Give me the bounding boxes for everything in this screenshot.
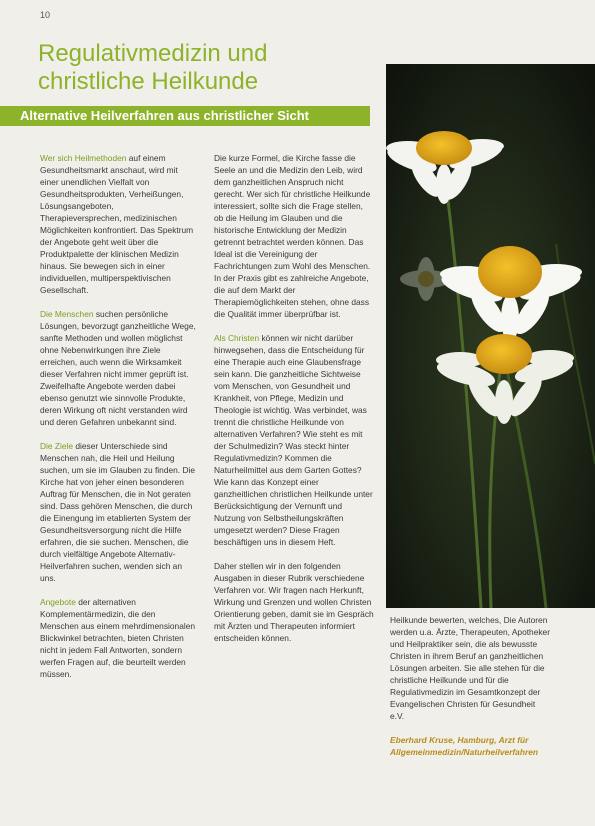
paragraph bbox=[214, 560, 374, 644]
page-number: 10 bbox=[40, 10, 51, 20]
paragraph-text: Daher stellen wir in den folgenden Ausgaben in dieser Rubrik verschiedene Verfahren vor. Wir fragen nach Herkunft, Wirkung und Grenzen und wollen Christen Orientierung geben, damit sie im Gespräch mit Ärzten und Therapeuten informiert entscheiden können. bbox=[214, 561, 374, 643]
paragraph bbox=[40, 596, 196, 680]
paragraph bbox=[40, 152, 196, 296]
paragraph bbox=[40, 308, 196, 428]
lead-in: Als Christen bbox=[214, 333, 260, 343]
paragraph bbox=[214, 332, 374, 548]
paragraph-text: Die kurze Formel, die Kirche fasse die Seele an und die Medizin den Leib, wird dem ganzheitlichen Anspruch nicht gerecht. Wer sich für christliche Heilkunde interessiert, sollte sich die Frage stellen, ob die Heilung im Glauben und die historische Entwicklung der Medizin getrennt betrachtet werden können. Das Ideal ist die Vereinigung der Fachrichtungen zum Wohl des Menschen. In der Praxis gibt es zahlreiche Angebote, die auf dem Markt der Therapiemöglichkeiten stehen, ohne dass die Qualität immer überprüfbar ist. bbox=[214, 153, 371, 319]
lead-in: Die Menschen bbox=[40, 309, 94, 319]
paragraph-text: Heilkunde bewerten, welches, Die Autoren werden u.a. Ärzte, Therapeuten, Apotheker und Heilpraktiker sein, die als bewusste Christen in ihrem Beruf an ganzheitlichen Lösungen arbeiten. Sie alle stehen für die christliche Heilkunde und für die Regulativmedizin im Gesamtkonzept der Evangelischen Christen für Gesundheit e.V. bbox=[390, 615, 551, 721]
text-column-1 bbox=[40, 152, 196, 692]
lead-in: Wer sich Heilmethoden bbox=[40, 153, 127, 163]
author-credit: Eberhard Kruse, Hamburg, Arzt für Allgemeinmedizin/Naturheilverfahren bbox=[390, 735, 538, 757]
text-column-2 bbox=[214, 152, 374, 656]
lead-in: Die Ziele bbox=[40, 441, 74, 451]
paragraph-text: der alternativen Komplementärmedizin, die den Menschen aus einem mehrdimensionalen Blickwinkel betrachten, bieten Christen nicht in jedem Fall Antworten, sondern werfen Fragen auf, die beurteilt werden müssen. bbox=[40, 597, 196, 679]
flower-image-icon bbox=[386, 64, 595, 608]
paragraph bbox=[40, 440, 196, 584]
paragraph-text: können wir nicht darüber hinwegsehen, dass die Entscheidung für eine Therapie auch eine Glaubensfrage sein kann. Die ganzheitliche Sichtweise vom Menschen, von Gesundheit und Krankheit, von Pflege, Medizin und Theologie ist wichtig. Was verbindet, was trennt die christliche Heilkunde von alternativen Verfahren? Wie steht es mit der Schulmedizin? Was steckt hinter Regulativmedizin? Kommen die Naturheilmittel aus dem Garten Gottes? Wie kann das Konzept einer ganzheitlichen christlichen Heilkunde unter Berücksichtigung der Vernunft und Nutzung von Selbstheilungskräften umgesetzt werden? Diese Fragen beschäftigen uns in diesem Heft. bbox=[214, 333, 373, 547]
paragraph bbox=[214, 152, 374, 320]
paragraph-text: auf einem Gesundheitsmarkt anschaut, wird mit einer unendlichen Vielfalt von Gesundheitsprodukten, Verheißungen, Lösungsangeboten, Therapieversprechen, medizinischen Möglichkeiten konfrontiert. Das Spektrum der Angebote geht weit über die Produktpalette der klinischen Medizin hinaus. Sie bewegen sich in einer individuellen, multiperspektivischen Gesellschaft. bbox=[40, 153, 194, 295]
subtitle-bar: Alternative Heilverfahren aus christlicher Sicht bbox=[0, 106, 370, 126]
page-title: Regulativmedizin und christliche Heilkunde bbox=[38, 40, 268, 95]
chamomile-photo bbox=[386, 64, 595, 608]
lead-in: Angebote bbox=[40, 597, 76, 607]
paragraph-text: dieser Unterschiede sind Menschen nah, die Heil und Heilung suchen, um sie im Glauben zu finden. Die Kirche hat von jeher einen besonderen Auftrag für Menschen, die in Not geraten sind. Dass gehören Menschen, die durch die Einengung im etablierten System der Gesundheitsversorgung nicht die Hilfe erfahren, die sie suchen. Menschen, die durch vielfältige Angebote Alternativ-Heilverfahren suchen, wenden sich an uns. bbox=[40, 441, 196, 583]
text-column-3 bbox=[390, 614, 550, 770]
paragraph-text: suchen persönliche Lösungen, bevorzugt ganzheitliche Wege, sanfte Methoden und wollen möglichst ohne Nebenwirkungen ihre Ziele erreichen, auch wenn die Wirksamkeit dieser Verfahren nicht immer geprüft ist. Zweifelhafte Angebote werden dabei ebenso genutzt wie sinnvolle Produkte, deren Wirkung oft nicht verstanden wird und deren Gefahren unbekannt sind. bbox=[40, 309, 196, 427]
